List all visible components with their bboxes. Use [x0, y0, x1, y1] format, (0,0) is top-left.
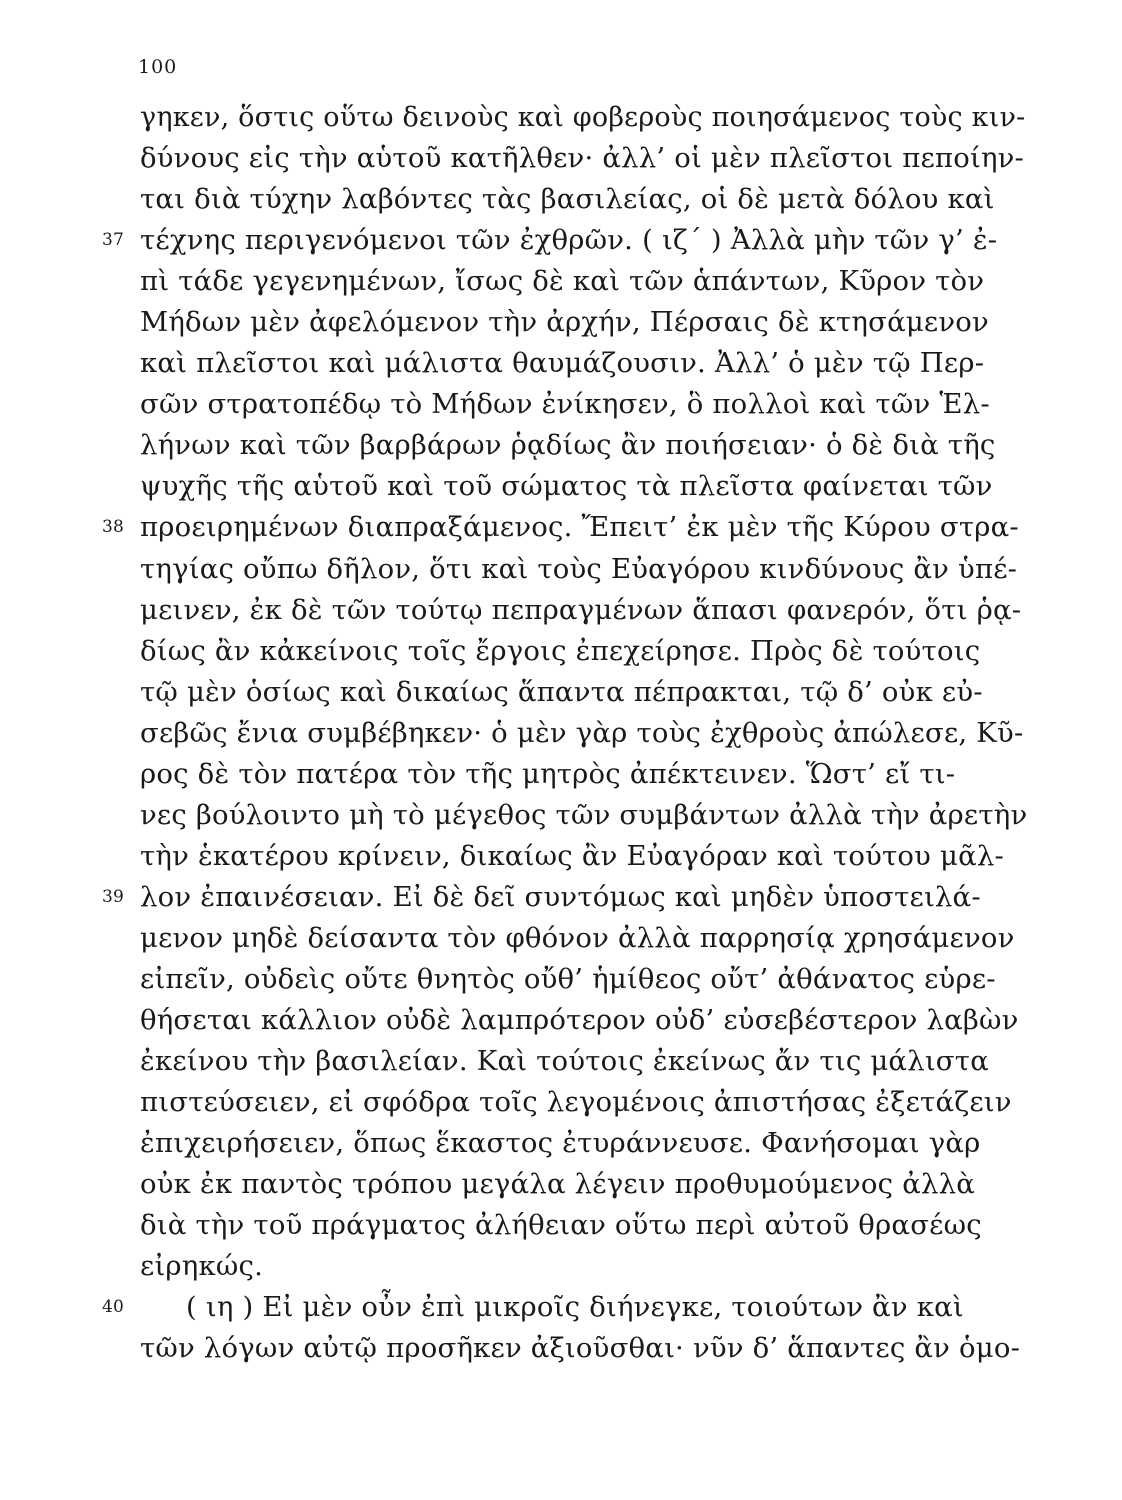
text-line [140, 590, 1040, 631]
line-text: μεινεν, ἐκ δὲ τῶν τούτῳ πεπραγμένων ἅπασι φανερόν, ὅτι ῥᾳ- [140, 593, 1022, 626]
line-text: διὰ τὴν τοῦ πράγματος ἀλήθειαν οὕτω περὶ αὐτοῦ θρασέως [140, 1209, 982, 1242]
greek-text-body [102, 97, 1040, 1369]
text-line [102, 220, 1040, 261]
text-line [140, 549, 1040, 590]
page-number: 100 [138, 56, 178, 78]
line-text: τέχνης περιγενόμενοι τῶν ἐχθρῶν. ( ιζ΄ ) Ἀλλὰ μὴν τῶν γ’ ἐ- [140, 224, 998, 257]
line-text: εἰρηκώς. [140, 1250, 264, 1283]
line-text: τῶν λόγων αὐτῷ προσῆκεν ἀξιοῦσθαι· νῦν δ’ ἅπαντες ἂν ὁμο- [140, 1332, 1021, 1365]
line-text: σῶν στρατοπέδῳ τὸ Μήδων ἐνίκησεν, ὃ πολλοὶ καὶ τῶν Ἑλ- [140, 388, 990, 421]
text-line [140, 1000, 1040, 1041]
line-text: πὶ τάδε γεγενημένων, ἴσως δὲ καὶ τῶν ἁπάντων, Κῦρον τὸν [140, 265, 985, 298]
text-line [140, 343, 1040, 384]
text-line [140, 302, 1040, 343]
line-text: γηκεν, ὅστις οὕτω δεινοὺς καὶ φοβεροὺς ποιησάμενος τοὺς κιν- [140, 102, 1026, 133]
text-line [140, 754, 1040, 795]
text-line [140, 138, 1040, 179]
section-number: 37 [102, 230, 125, 251]
line-text: σεβῶς ἔνια συμβέβηκεν· ὁ μὲν γὰρ τοὺς ἐχθροὺς ἀπώλεσε, Κῦ- [140, 716, 1024, 749]
text-line [140, 97, 1040, 138]
line-text: λήνων καὶ τῶν βαρβάρων ῥᾳδίως ἂν ποιήσειαν· ὁ δὲ διὰ τῆς [140, 429, 996, 462]
line-text: δύνους εἰς τὴν αὑτοῦ κατῆλθεν· ἀλλ’ οἱ μὲν πλεῖστοι πεποίην- [140, 142, 1025, 175]
text-line [140, 425, 1040, 466]
text-line [140, 1041, 1040, 1082]
line-text: ἐπιχειρήσειεν, ὅπως ἕκαστος ἐτυράννευσε. Φανήσομαι γὰρ [140, 1127, 981, 1160]
section-number: 38 [102, 517, 125, 538]
text-line [140, 713, 1040, 754]
text-line [140, 1082, 1040, 1123]
text-line [140, 918, 1040, 959]
line-text: ( ιη ) Εἰ μὲν οὖν ἐπὶ μικροῖς διήνεγκε, τοιούτων ἂν καὶ [186, 1291, 964, 1324]
text-line [140, 1328, 1040, 1369]
line-text: προειρημένων διαπραξάμενος. Ἔπειτ’ ἐκ μὲν τῆς Κύρου στρα- [140, 511, 1019, 544]
line-text: καὶ πλεῖστοι καὶ μάλιστα θαυμάζουσιν. Ἀλλ’ ὁ μὲν τῷ Περ- [140, 347, 985, 380]
text-line [140, 1205, 1040, 1246]
text-line [140, 179, 1040, 220]
line-text: θήσεται κάλλιον οὐδὲ λαμπρότερον οὐδ’ εὐσεβέστερον λαβὼν [140, 1004, 1019, 1037]
line-text: ψυχῆς τῆς αὑτοῦ καὶ τοῦ σώματος τὰ πλεῖστα φαίνεται τῶν [140, 470, 993, 503]
line-text: μενον μηδὲ δείσαντα τὸν φθόνον ἀλλὰ παρρησίᾳ χρησάμενον [140, 921, 1015, 954]
line-text: νες βούλοιντο μὴ τὸ μέγεθος τῶν συμβάντων ἀλλὰ τὴν ἀρετὴν [140, 798, 1028, 831]
line-text: τῷ μὲν ὁσίως καὶ δικαίως ἅπαντα πέπρακται, τῷ δ’ οὐκ εὐ- [140, 675, 983, 708]
line-text: τηγίας οὔπω δῆλον, ὅτι καὶ τοὺς Εὐαγόρου κινδύνους ἂν ὑπέ- [140, 552, 1018, 585]
line-text: δίως ἂν κἀκείνοις τοῖς ἔργοις ἐπεχείρησε. Πρὸς δὲ τούτοις [140, 634, 981, 667]
line-text: οὐκ ἐκ παντὸς τρόπου μεγάλα λέγειν προθυμούμενος ἀλλὰ [140, 1168, 976, 1201]
text-line [102, 507, 1040, 548]
text-line [140, 384, 1040, 425]
line-text: Μήδων μὲν ἀφελόμενον τὴν ἀρχήν, Πέρσαις δὲ κτησάμενον [140, 306, 989, 339]
text-line [140, 631, 1040, 672]
text-line [140, 1246, 1040, 1287]
line-text: πιστεύσειεν, εἰ σφόδρα τοῖς λεγομένοις ἀπιστήσας ἐξετάζειν [140, 1086, 1012, 1119]
line-text: ἐκείνου τὴν βασιλείαν. Καὶ τούτοις ἐκείνως ἄν τις μάλιστα [140, 1045, 989, 1078]
section-number: 40 [102, 1297, 125, 1318]
text-line [140, 795, 1040, 836]
line-text: ρος δὲ τὸν πατέρα τὸν τῆς μητρὸς ἀπέκτεινεν. Ὥστ’ εἴ τι- [140, 757, 956, 790]
text-line [140, 466, 1040, 507]
text-line [140, 261, 1040, 302]
line-text: ται διὰ τύχην λαβόντες τὰς βασιλείας, οἱ δὲ μετὰ δόλου καὶ [140, 183, 995, 216]
text-line [140, 1164, 1040, 1205]
text-line [140, 672, 1040, 713]
text-line [102, 1287, 1040, 1328]
text-line [102, 877, 1040, 918]
text-line [140, 836, 1040, 877]
line-text: τὴν ἑκατέρου κρίνειν, δικαίως ἂν Εὐαγόραν καὶ τούτου μᾶλ- [140, 839, 1004, 872]
section-number: 39 [102, 886, 125, 907]
text-line [140, 1123, 1040, 1164]
text-line [140, 959, 1040, 1000]
line-text: εἰπεῖν, οὐδεὶς οὔτε θνητὸς οὔθ’ ἡμίθεος οὔτ’ ἀθάνατος εὑρε- [140, 962, 996, 995]
line-text: λον ἐπαινέσειαν. Εἰ δὲ δεῖ συντόμως καὶ μηδὲν ὑποστειλά- [140, 880, 981, 913]
